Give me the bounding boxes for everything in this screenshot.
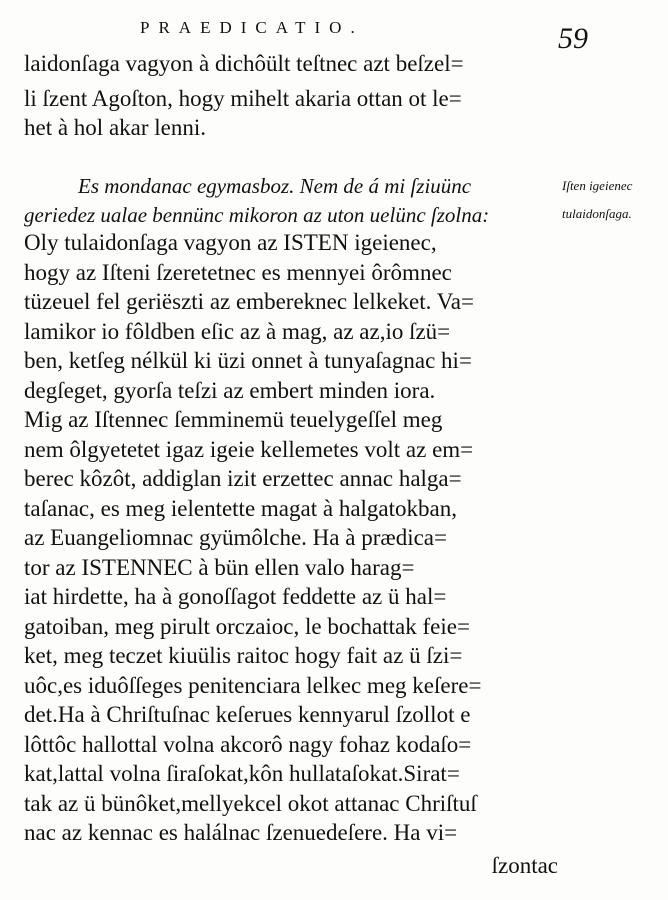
text-line: iat hirdette, ha à gonoſſagot feddette az ü hal= (24, 584, 447, 609)
text-line: gatoiban, meg pirult orczaioc, le bochattak feie= (24, 614, 470, 639)
text-line: ben, ketſeg nélkül ki üzi onnet à tunyaſagnac hi= (24, 348, 472, 373)
catchword: ſzontac (491, 853, 558, 878)
text-line: berec kôzôt, addiglan izit erzettec annac halga= (24, 466, 462, 491)
text-line: li ſzent Agoſton, hogy mihelt akaria ottan ot le= (24, 86, 462, 111)
marginal-note-line: Iſten igeienec (562, 178, 633, 193)
text-line: het à hol akar lenni. (24, 115, 207, 140)
text-line: ket, meg teczet kiuülis raitoc hogy fait az ü ſzi= (24, 643, 463, 668)
italic-quote-line: Es mondanac egymasboz. Nem de á mi ſziuünc (78, 174, 472, 198)
text-line: nem ôlgyetetet igaz igeie kellemetes volt az em= (24, 437, 474, 462)
marginal-note-line: tulaidonſaga. (562, 206, 632, 221)
text-line: lamikor io fôldben eſic az à mag, az az,io ſzü= (24, 319, 451, 344)
text-line: az Euangeliomnac gyümôlche. Ha à prædica= (24, 525, 447, 550)
text-line: kat,lattal volna ſiraſokat,kôn hullataſokat.Sirat= (24, 761, 460, 786)
text-line: hogy az Iſteni ſzeretetnec es mennyei ôrômnec (24, 260, 452, 285)
page-number: 59 (558, 22, 588, 55)
text-line: lôttôc hallottal volna akcorô nagy fohaz kodaſo= (24, 732, 472, 757)
text-line: tüzeuel fel geriëszti az embereknec lelkeket. Va= (24, 289, 474, 314)
text-line: uôc,es iduôſſeges penitenciara lelkec meg keſere= (24, 673, 482, 698)
text-line: nac az kennac es halálnac ſzenuedeſere. Ha vi= (24, 820, 458, 845)
italic-quote-line: geriedez ualae bennünc mikoron az uton uelünc ſzolna: (24, 203, 490, 227)
text-line: Mig az Iſtennec ſemminemü teuelygeſſel meg (24, 407, 443, 432)
running-head: PRAEDICATIO. (140, 18, 364, 37)
text-line: Oly tulaidonſaga vagyon az ISTEN igeienec, (24, 230, 437, 255)
text-line: tak az ü bünôket,mellyekcel okot attanac Chriſtuſ (24, 791, 477, 816)
text-line: det.Ha à Chriſtuſnac keſerues kennyarul ſzollot e (24, 702, 471, 727)
text-line: laidonſaga vagyon à dichôült teſtnec azt beſzel= (24, 51, 464, 76)
text-line: degſeget, gyorſa teſzi az embert minden iora. (24, 378, 436, 403)
text-line: tor az ISTENNEC à bün ellen valo harag= (24, 555, 415, 580)
text-line: taſanac, es meg ielentette magat à halgatokban, (24, 496, 457, 521)
